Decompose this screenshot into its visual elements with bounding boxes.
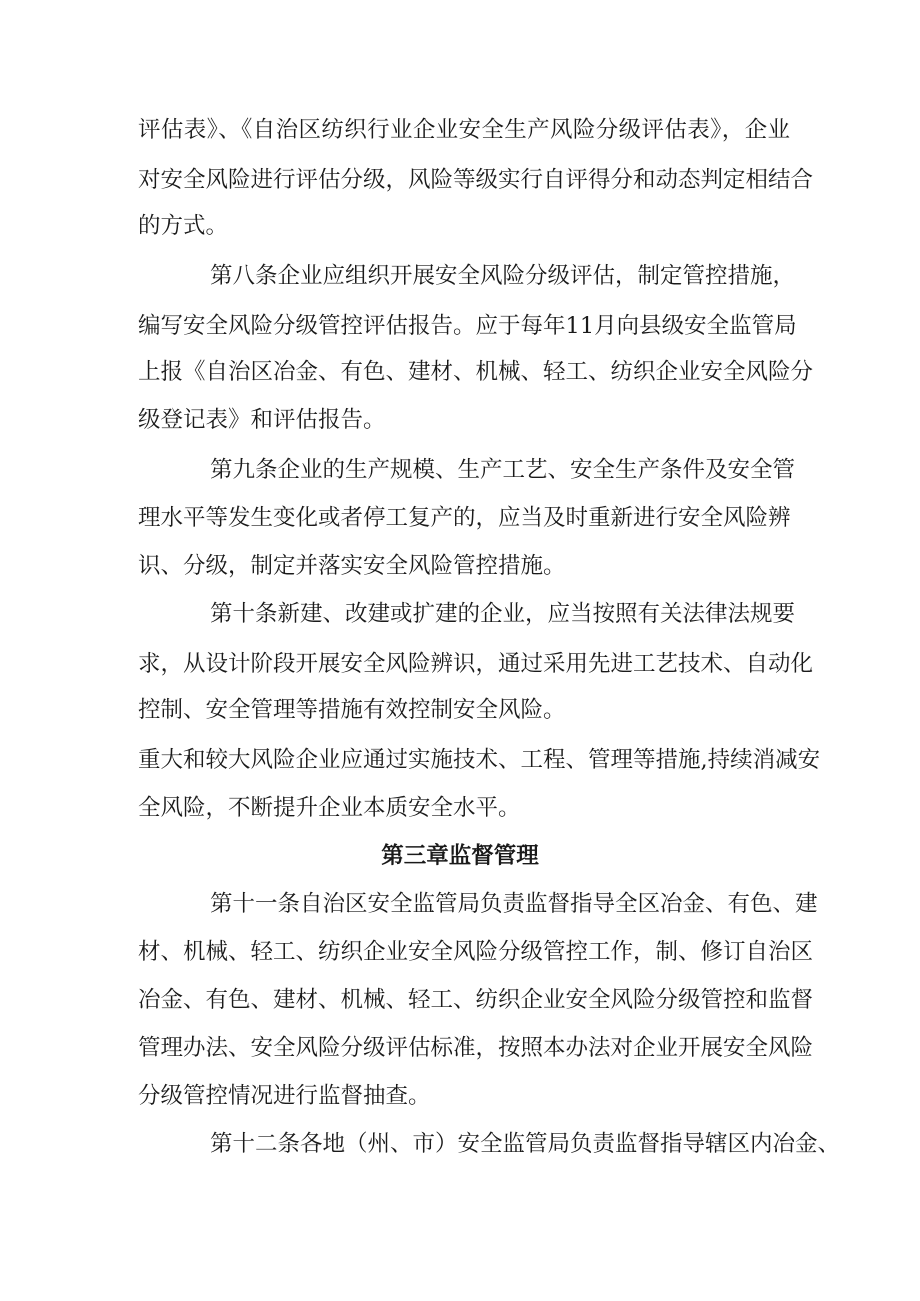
chapter-heading: 第三章监督管理 xyxy=(381,843,539,869)
text-line: 全风险，不断提升企业本质安全水平。 xyxy=(138,795,521,821)
text-line: 识、分级，制定并落实安全风险管控措施。 xyxy=(138,553,566,579)
text-line: 上报《自治区冶金、有色、建材、机械、轻工、纺织企业安全风险分 xyxy=(138,359,814,385)
text-line: 管理办法、安全风险分级评估标准，按照本办法对企业开展安全风险 xyxy=(138,1035,814,1061)
text-line: 第十二条各地（州、市）安全监管局负责监督指导辖区内冶金、 xyxy=(210,1131,841,1157)
text-line: 控制、安全管理等措施有效控制安全风险。 xyxy=(138,697,566,723)
text-line: 求，从设计阶段开展安全风险辨识，通过采用先进工艺技术、自动化 xyxy=(138,651,814,677)
text-line: 编写安全风险分级管控评估报告。应于每年11月向县级安全监管局 xyxy=(138,313,797,339)
text-line: 分级管控情况进行监督抽查。 xyxy=(138,1083,431,1109)
text-line: 第八条企业应组织开展安全风险分级评估，制定管控措施， xyxy=(210,263,796,289)
text-line: 第十一条自治区安全监管局负责监督指导全区冶金、有色、建 xyxy=(210,891,818,917)
text-line: 的方式。 xyxy=(138,213,229,239)
text-line: 级登记表》和评估报告。 xyxy=(138,407,386,433)
text-line: 第十条新建、改建或扩建的企业，应当按照有关法律法规要 xyxy=(210,601,796,627)
text-line: 理水平等发生变化或者停工复产的，应当及时重新进行安全风险辨 xyxy=(138,505,791,531)
text-line: 评估表》、《自治区纺织行业企业安全生产风险分级评估表》，企业 xyxy=(138,117,790,143)
text-line: 材、机械、轻工、纺织企业安全风险分级管控工作，制、修订自治区 xyxy=(138,939,814,965)
text-line: 冶金、有色、建材、机械、轻工、纺织企业安全风险分级管控和监督 xyxy=(138,987,814,1013)
text-line: 第九条企业的生产规模、生产工艺、安全生产条件及安全管 xyxy=(210,457,796,483)
text-line: 重大和较大风险企业应通过实施技术、工程、管理等措施,持续消减安 xyxy=(138,747,821,773)
text-line: 对安全风险进行评估分级，风险等级实行自评得分和动态判定相结合 xyxy=(138,167,814,193)
